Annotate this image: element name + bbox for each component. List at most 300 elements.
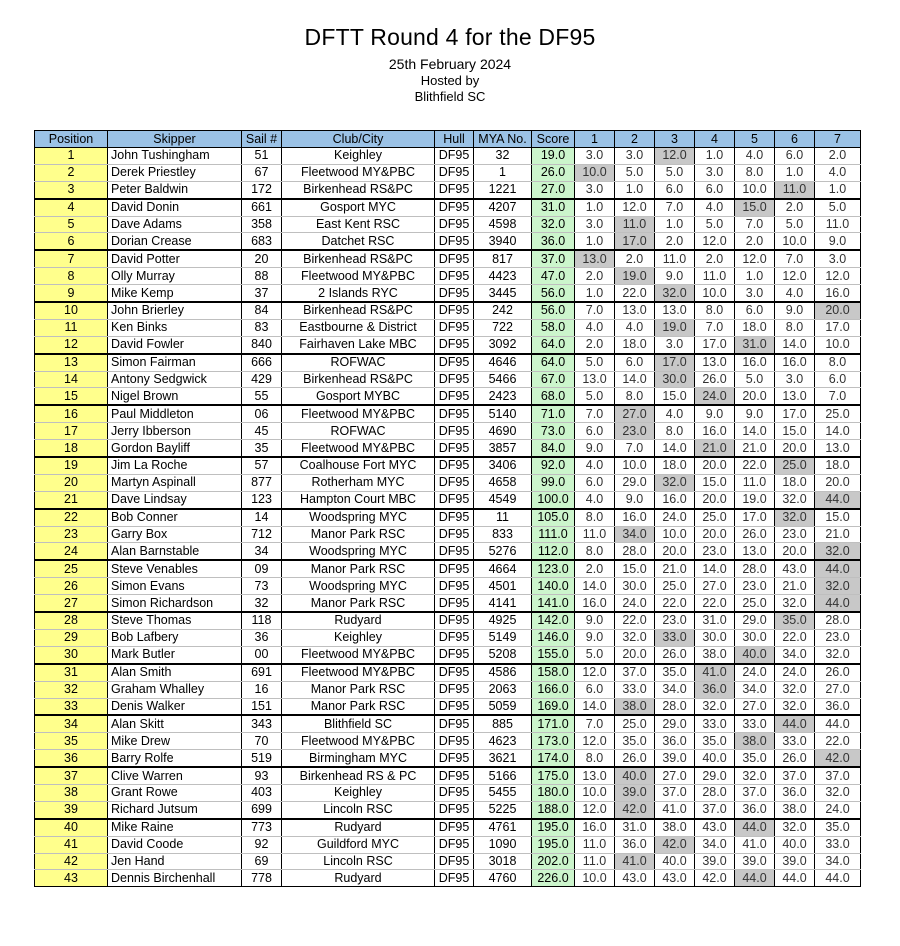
race-result-cell: 5.0 — [575, 646, 615, 663]
race-result-cell: 12.0 — [775, 268, 815, 285]
result-row — [35, 646, 861, 663]
club-cell: Birkenhead RS&PC — [282, 302, 435, 319]
race-result-cell: 4.0 — [775, 285, 815, 302]
skipper-cell: Bob Lafbery — [108, 629, 242, 646]
club-cell: Birkenhead RS&PC — [282, 250, 435, 267]
race-result-cell: 43.0 — [695, 819, 735, 836]
skipper-cell: Ken Binks — [108, 319, 242, 336]
position-cell: 35 — [35, 733, 108, 750]
race-result-cell: 14.0 — [575, 698, 615, 715]
event-date: 25th February 2024 — [388, 56, 512, 72]
race-discard-cell: 11.0 — [775, 181, 815, 198]
mya-number-cell: 722 — [474, 319, 532, 336]
race-result-cell: 23.0 — [695, 543, 735, 560]
sail-number-cell: 123 — [242, 491, 282, 508]
race-result-cell: 25.0 — [655, 578, 695, 595]
race-result-cell: 36.0 — [655, 733, 695, 750]
sail-number-cell: 20 — [242, 250, 282, 267]
race-result-cell: 16.0 — [735, 354, 775, 371]
race-result-cell: 26.0 — [775, 750, 815, 767]
race-result-cell: 38.0 — [775, 801, 815, 818]
position-cell: 31 — [35, 664, 108, 681]
result-row — [35, 526, 861, 543]
race-result-cell: 27.0 — [655, 767, 695, 784]
column-header: 1 — [575, 131, 615, 148]
race-result-cell: 31.0 — [695, 612, 735, 629]
result-row — [35, 750, 861, 767]
race-result-cell: 26.0 — [735, 526, 775, 543]
race-result-cell: 25.0 — [615, 715, 655, 732]
race-result-cell: 32.0 — [615, 629, 655, 646]
position-cell: 11 — [35, 319, 108, 336]
mya-number-cell: 4760 — [474, 870, 532, 887]
score-cell: 166.0 — [532, 681, 575, 698]
race-result-cell: 26.0 — [655, 646, 695, 663]
race-result-cell: 24.0 — [735, 664, 775, 681]
race-result-cell: 5.0 — [735, 371, 775, 388]
race-result-cell: 14.0 — [575, 578, 615, 595]
race-result-cell: 11.0 — [575, 526, 615, 543]
skipper-cell: David Coode — [108, 836, 242, 853]
race-result-cell: 8.0 — [655, 423, 695, 440]
mya-number-cell: 1 — [474, 164, 532, 181]
position-cell: 34 — [35, 715, 108, 732]
result-row — [35, 354, 861, 371]
race-discard-cell: 35.0 — [775, 612, 815, 629]
hull-cell: DF95 — [435, 440, 474, 457]
position-cell: 15 — [35, 388, 108, 405]
mya-number-cell: 4623 — [474, 733, 532, 750]
race-result-cell: 20.0 — [695, 526, 735, 543]
race-result-cell: 11.0 — [815, 216, 861, 233]
hull-cell: DF95 — [435, 302, 474, 319]
result-row — [35, 250, 861, 267]
race-result-cell: 13.0 — [655, 302, 695, 319]
race-discard-cell: 19.0 — [655, 319, 695, 336]
score-cell: 202.0 — [532, 853, 575, 870]
score-cell: 195.0 — [532, 819, 575, 836]
race-result-cell: 26.0 — [615, 750, 655, 767]
skipper-cell: Denis Walker — [108, 698, 242, 715]
race-result-cell: 9.0 — [575, 629, 615, 646]
race-discard-cell: 27.0 — [615, 405, 655, 422]
race-result-cell: 11.0 — [575, 853, 615, 870]
column-header: 4 — [695, 131, 735, 148]
race-result-cell: 32.0 — [775, 698, 815, 715]
race-discard-cell: 17.0 — [615, 233, 655, 250]
mya-number-cell: 4646 — [474, 354, 532, 371]
mya-number-cell: 833 — [474, 526, 532, 543]
score-cell: 175.0 — [532, 767, 575, 784]
race-result-cell: 36.0 — [775, 784, 815, 801]
hull-cell: DF95 — [435, 319, 474, 336]
race-result-cell: 16.0 — [615, 509, 655, 526]
race-result-cell: 4.0 — [615, 319, 655, 336]
hull-cell: DF95 — [435, 870, 474, 887]
race-result-cell: 10.0 — [735, 181, 775, 198]
race-result-cell: 37.0 — [615, 664, 655, 681]
skipper-cell: Martyn Aspinall — [108, 474, 242, 491]
race-result-cell: 33.0 — [615, 681, 655, 698]
score-cell: 142.0 — [532, 612, 575, 629]
club-cell: Fleetwood MY&PBC — [282, 646, 435, 663]
skipper-cell: David Donin — [108, 199, 242, 216]
race-result-cell: 16.0 — [575, 595, 615, 612]
race-result-cell: 15.0 — [815, 509, 861, 526]
race-result-cell: 33.0 — [775, 733, 815, 750]
sail-number-cell: 16 — [242, 681, 282, 698]
race-result-cell: 18.0 — [735, 319, 775, 336]
hull-cell: DF95 — [435, 681, 474, 698]
race-result-cell: 36.0 — [815, 698, 861, 715]
score-cell: 68.0 — [532, 388, 575, 405]
club-cell: Birmingham MYC — [282, 750, 435, 767]
club-cell: Coalhouse Fort MYC — [282, 457, 435, 474]
club-cell: Birkenhead RS & PC — [282, 767, 435, 784]
hull-cell: DF95 — [435, 199, 474, 216]
score-cell: 195.0 — [532, 836, 575, 853]
race-result-cell: 8.0 — [775, 319, 815, 336]
club-cell: Fleetwood MY&PBC — [282, 268, 435, 285]
race-result-cell: 10.0 — [775, 233, 815, 250]
race-discard-cell: 44.0 — [815, 491, 861, 508]
mya-number-cell: 4586 — [474, 664, 532, 681]
score-cell: 140.0 — [532, 578, 575, 595]
race-result-cell: 43.0 — [775, 560, 815, 577]
mya-number-cell: 3445 — [474, 285, 532, 302]
score-cell: 47.0 — [532, 268, 575, 285]
position-cell: 41 — [35, 836, 108, 853]
position-cell: 28 — [35, 612, 108, 629]
race-result-cell: 15.0 — [655, 388, 695, 405]
column-header: 7 — [815, 131, 861, 148]
club-cell: Gosport MYBC — [282, 388, 435, 405]
hull-cell: DF95 — [435, 509, 474, 526]
race-result-cell: 16.0 — [815, 285, 861, 302]
club-cell: Woodspring MYC — [282, 578, 435, 595]
race-result-cell: 32.0 — [775, 819, 815, 836]
score-cell: 64.0 — [532, 336, 575, 353]
race-result-cell: 44.0 — [775, 870, 815, 887]
club-cell: Birkenhead RS&PC — [282, 181, 435, 198]
score-cell: 111.0 — [532, 526, 575, 543]
sail-number-cell: 699 — [242, 801, 282, 818]
position-cell: 3 — [35, 181, 108, 198]
race-result-cell: 7.0 — [575, 405, 615, 422]
race-result-cell: 7.0 — [575, 302, 615, 319]
sail-number-cell: 343 — [242, 715, 282, 732]
race-result-cell: 22.0 — [615, 285, 655, 302]
hull-cell: DF95 — [435, 784, 474, 801]
hull-cell: DF95 — [435, 268, 474, 285]
sail-number-cell: 92 — [242, 836, 282, 853]
club-cell: Blithfield SC — [282, 715, 435, 732]
position-cell: 21 — [35, 491, 108, 508]
race-result-cell: 17.0 — [815, 319, 861, 336]
race-result-cell: 9.0 — [575, 440, 615, 457]
position-cell: 38 — [35, 784, 108, 801]
sail-number-cell: 69 — [242, 853, 282, 870]
race-result-cell: 2.0 — [575, 560, 615, 577]
race-result-cell: 11.0 — [695, 268, 735, 285]
race-result-cell: 28.0 — [695, 784, 735, 801]
race-result-cell: 22.0 — [815, 733, 861, 750]
race-discard-cell: 44.0 — [735, 819, 775, 836]
mya-number-cell: 4658 — [474, 474, 532, 491]
race-result-cell: 20.0 — [775, 543, 815, 560]
result-row — [35, 371, 861, 388]
mya-number-cell: 4207 — [474, 199, 532, 216]
race-result-cell: 3.0 — [575, 181, 615, 198]
race-result-cell: 3.0 — [735, 285, 775, 302]
skipper-cell: Olly Murray — [108, 268, 242, 285]
race-result-cell: 28.0 — [615, 543, 655, 560]
race-discard-cell: 42.0 — [655, 836, 695, 853]
race-result-cell: 37.0 — [735, 784, 775, 801]
race-result-cell: 28.0 — [655, 698, 695, 715]
position-cell: 17 — [35, 423, 108, 440]
race-result-cell: 6.0 — [615, 354, 655, 371]
club-cell: Lincoln RSC — [282, 853, 435, 870]
race-result-cell: 14.0 — [775, 336, 815, 353]
result-row — [35, 836, 861, 853]
race-result-cell: 7.0 — [695, 319, 735, 336]
race-result-cell: 7.0 — [815, 388, 861, 405]
sail-number-cell: 55 — [242, 388, 282, 405]
race-result-cell: 33.0 — [815, 836, 861, 853]
race-result-cell: 36.0 — [615, 836, 655, 853]
skipper-cell: Steve Venables — [108, 560, 242, 577]
race-result-cell: 37.0 — [775, 767, 815, 784]
skipper-cell: Mike Drew — [108, 733, 242, 750]
mya-number-cell: 3092 — [474, 336, 532, 353]
race-result-cell: 5.0 — [775, 216, 815, 233]
club-cell: Fleetwood MY&PBC — [282, 164, 435, 181]
result-row — [35, 405, 861, 422]
race-result-cell: 17.0 — [735, 509, 775, 526]
club-cell: Keighley — [282, 148, 435, 165]
race-result-cell: 1.0 — [615, 181, 655, 198]
club-cell: ROFWAC — [282, 354, 435, 371]
race-result-cell: 13.0 — [695, 354, 735, 371]
score-cell: 173.0 — [532, 733, 575, 750]
column-header: 5 — [735, 131, 775, 148]
race-result-cell: 33.0 — [735, 715, 775, 732]
race-discard-cell: 44.0 — [735, 870, 775, 887]
column-header: Skipper — [108, 131, 242, 148]
skipper-cell: Graham Whalley — [108, 681, 242, 698]
sail-number-cell: 877 — [242, 474, 282, 491]
race-result-cell: 37.0 — [655, 784, 695, 801]
race-result-cell: 21.0 — [735, 440, 775, 457]
mya-number-cell: 4501 — [474, 578, 532, 595]
column-header: Hull — [435, 131, 474, 148]
race-result-cell: 42.0 — [695, 870, 735, 887]
position-cell: 33 — [35, 698, 108, 715]
score-cell: 171.0 — [532, 715, 575, 732]
race-result-cell: 20.0 — [815, 474, 861, 491]
race-result-cell: 9.0 — [735, 405, 775, 422]
race-result-cell: 6.0 — [815, 371, 861, 388]
sail-number-cell: 358 — [242, 216, 282, 233]
sail-number-cell: 35 — [242, 440, 282, 457]
result-row — [35, 853, 861, 870]
result-row — [35, 216, 861, 233]
skipper-cell: Dave Adams — [108, 216, 242, 233]
race-result-cell: 20.0 — [655, 543, 695, 560]
position-cell: 36 — [35, 750, 108, 767]
host-club: Blithfield SC — [414, 89, 486, 104]
result-row — [35, 423, 861, 440]
race-discard-cell: 40.0 — [735, 646, 775, 663]
race-result-cell: 25.0 — [815, 405, 861, 422]
race-result-cell: 5.0 — [575, 354, 615, 371]
race-discard-cell: 15.0 — [735, 199, 775, 216]
hull-cell: DF95 — [435, 560, 474, 577]
results-table — [34, 130, 861, 887]
race-result-cell: 4.0 — [735, 148, 775, 165]
club-cell: Rudyard — [282, 870, 435, 887]
hull-cell: DF95 — [435, 526, 474, 543]
mya-number-cell: 5466 — [474, 371, 532, 388]
position-cell: 10 — [35, 302, 108, 319]
race-result-cell: 15.0 — [615, 560, 655, 577]
race-result-cell: 6.0 — [735, 302, 775, 319]
position-cell: 40 — [35, 819, 108, 836]
hull-cell: DF95 — [435, 698, 474, 715]
race-result-cell: 6.0 — [575, 681, 615, 698]
race-result-cell: 23.0 — [655, 612, 695, 629]
club-cell: Fleetwood MY&PBC — [282, 440, 435, 457]
mya-number-cell: 2423 — [474, 388, 532, 405]
club-cell: Woodspring MYC — [282, 509, 435, 526]
race-result-cell: 35.0 — [735, 750, 775, 767]
position-cell: 18 — [35, 440, 108, 457]
mya-number-cell: 885 — [474, 715, 532, 732]
club-cell: Manor Park RSC — [282, 681, 435, 698]
sail-number-cell: 661 — [242, 199, 282, 216]
result-row — [35, 543, 861, 560]
hull-cell: DF95 — [435, 612, 474, 629]
hull-cell: DF95 — [435, 750, 474, 767]
score-cell: 84.0 — [532, 440, 575, 457]
position-cell: 5 — [35, 216, 108, 233]
race-result-cell: 20.0 — [695, 457, 735, 474]
race-result-cell: 9.0 — [575, 612, 615, 629]
race-result-cell: 34.0 — [735, 681, 775, 698]
result-row — [35, 285, 861, 302]
position-cell: 20 — [35, 474, 108, 491]
hull-cell: DF95 — [435, 423, 474, 440]
race-result-cell: 2.0 — [655, 233, 695, 250]
score-cell: 180.0 — [532, 784, 575, 801]
race-result-cell: 12.0 — [575, 664, 615, 681]
race-result-cell: 7.0 — [655, 199, 695, 216]
sail-number-cell: 37 — [242, 285, 282, 302]
race-result-cell: 32.0 — [815, 784, 861, 801]
score-cell: 56.0 — [532, 285, 575, 302]
race-result-cell: 32.0 — [695, 698, 735, 715]
score-cell: 73.0 — [532, 423, 575, 440]
race-result-cell: 14.0 — [655, 440, 695, 457]
race-result-cell: 12.0 — [575, 801, 615, 818]
race-result-cell: 4.0 — [575, 491, 615, 508]
position-cell: 4 — [35, 199, 108, 216]
score-cell: 158.0 — [532, 664, 575, 681]
header-row — [35, 131, 861, 148]
position-cell: 19 — [35, 457, 108, 474]
sail-number-cell: 88 — [242, 268, 282, 285]
race-result-cell: 23.0 — [735, 578, 775, 595]
result-row — [35, 578, 861, 595]
race-result-cell: 8.0 — [575, 509, 615, 526]
race-result-cell: 22.0 — [615, 612, 655, 629]
club-cell: Eastbourne & District — [282, 319, 435, 336]
race-result-cell: 27.0 — [735, 698, 775, 715]
race-result-cell: 8.0 — [575, 750, 615, 767]
race-result-cell: 22.0 — [655, 595, 695, 612]
race-result-cell: 30.0 — [695, 629, 735, 646]
position-cell: 30 — [35, 646, 108, 663]
result-row — [35, 148, 861, 165]
result-row — [35, 681, 861, 698]
race-discard-cell: 23.0 — [615, 423, 655, 440]
result-row — [35, 268, 861, 285]
race-result-cell: 1.0 — [575, 233, 615, 250]
hull-cell: DF95 — [435, 853, 474, 870]
race-result-cell: 39.0 — [775, 853, 815, 870]
race-discard-cell: 38.0 — [735, 733, 775, 750]
race-discard-cell: 32.0 — [815, 578, 861, 595]
race-discard-cell: 19.0 — [615, 268, 655, 285]
result-row — [35, 595, 861, 612]
race-result-cell: 3.0 — [575, 148, 615, 165]
race-result-cell: 29.0 — [615, 474, 655, 491]
skipper-cell: Simon Evans — [108, 578, 242, 595]
score-cell: 71.0 — [532, 405, 575, 422]
club-cell: Rotherham MYC — [282, 474, 435, 491]
club-cell: Woodspring MYC — [282, 543, 435, 560]
race-result-cell: 17.0 — [775, 405, 815, 422]
race-result-cell: 27.0 — [815, 681, 861, 698]
skipper-cell: Grant Rowe — [108, 784, 242, 801]
position-cell: 27 — [35, 595, 108, 612]
race-result-cell: 18.0 — [615, 336, 655, 353]
mya-number-cell: 1090 — [474, 836, 532, 853]
race-result-cell: 24.0 — [615, 595, 655, 612]
page-title: DFTT Round 4 for the DF95 — [304, 24, 596, 50]
race-result-cell: 6.0 — [775, 148, 815, 165]
score-cell: 155.0 — [532, 646, 575, 663]
race-discard-cell: 32.0 — [655, 285, 695, 302]
sail-number-cell: 06 — [242, 405, 282, 422]
position-cell: 39 — [35, 801, 108, 818]
race-result-cell: 3.0 — [575, 216, 615, 233]
sail-number-cell: 151 — [242, 698, 282, 715]
column-header: Club/City — [282, 131, 435, 148]
club-cell: Keighley — [282, 629, 435, 646]
race-result-cell: 20.0 — [695, 491, 735, 508]
mya-number-cell: 817 — [474, 250, 532, 267]
race-result-cell: 16.0 — [775, 354, 815, 371]
race-discard-cell: 44.0 — [775, 715, 815, 732]
skipper-cell: Barry Rolfe — [108, 750, 242, 767]
race-result-cell: 27.0 — [695, 578, 735, 595]
score-cell: 36.0 — [532, 233, 575, 250]
hull-cell: DF95 — [435, 646, 474, 663]
skipper-cell: Clive Warren — [108, 767, 242, 784]
sail-number-cell: 57 — [242, 457, 282, 474]
